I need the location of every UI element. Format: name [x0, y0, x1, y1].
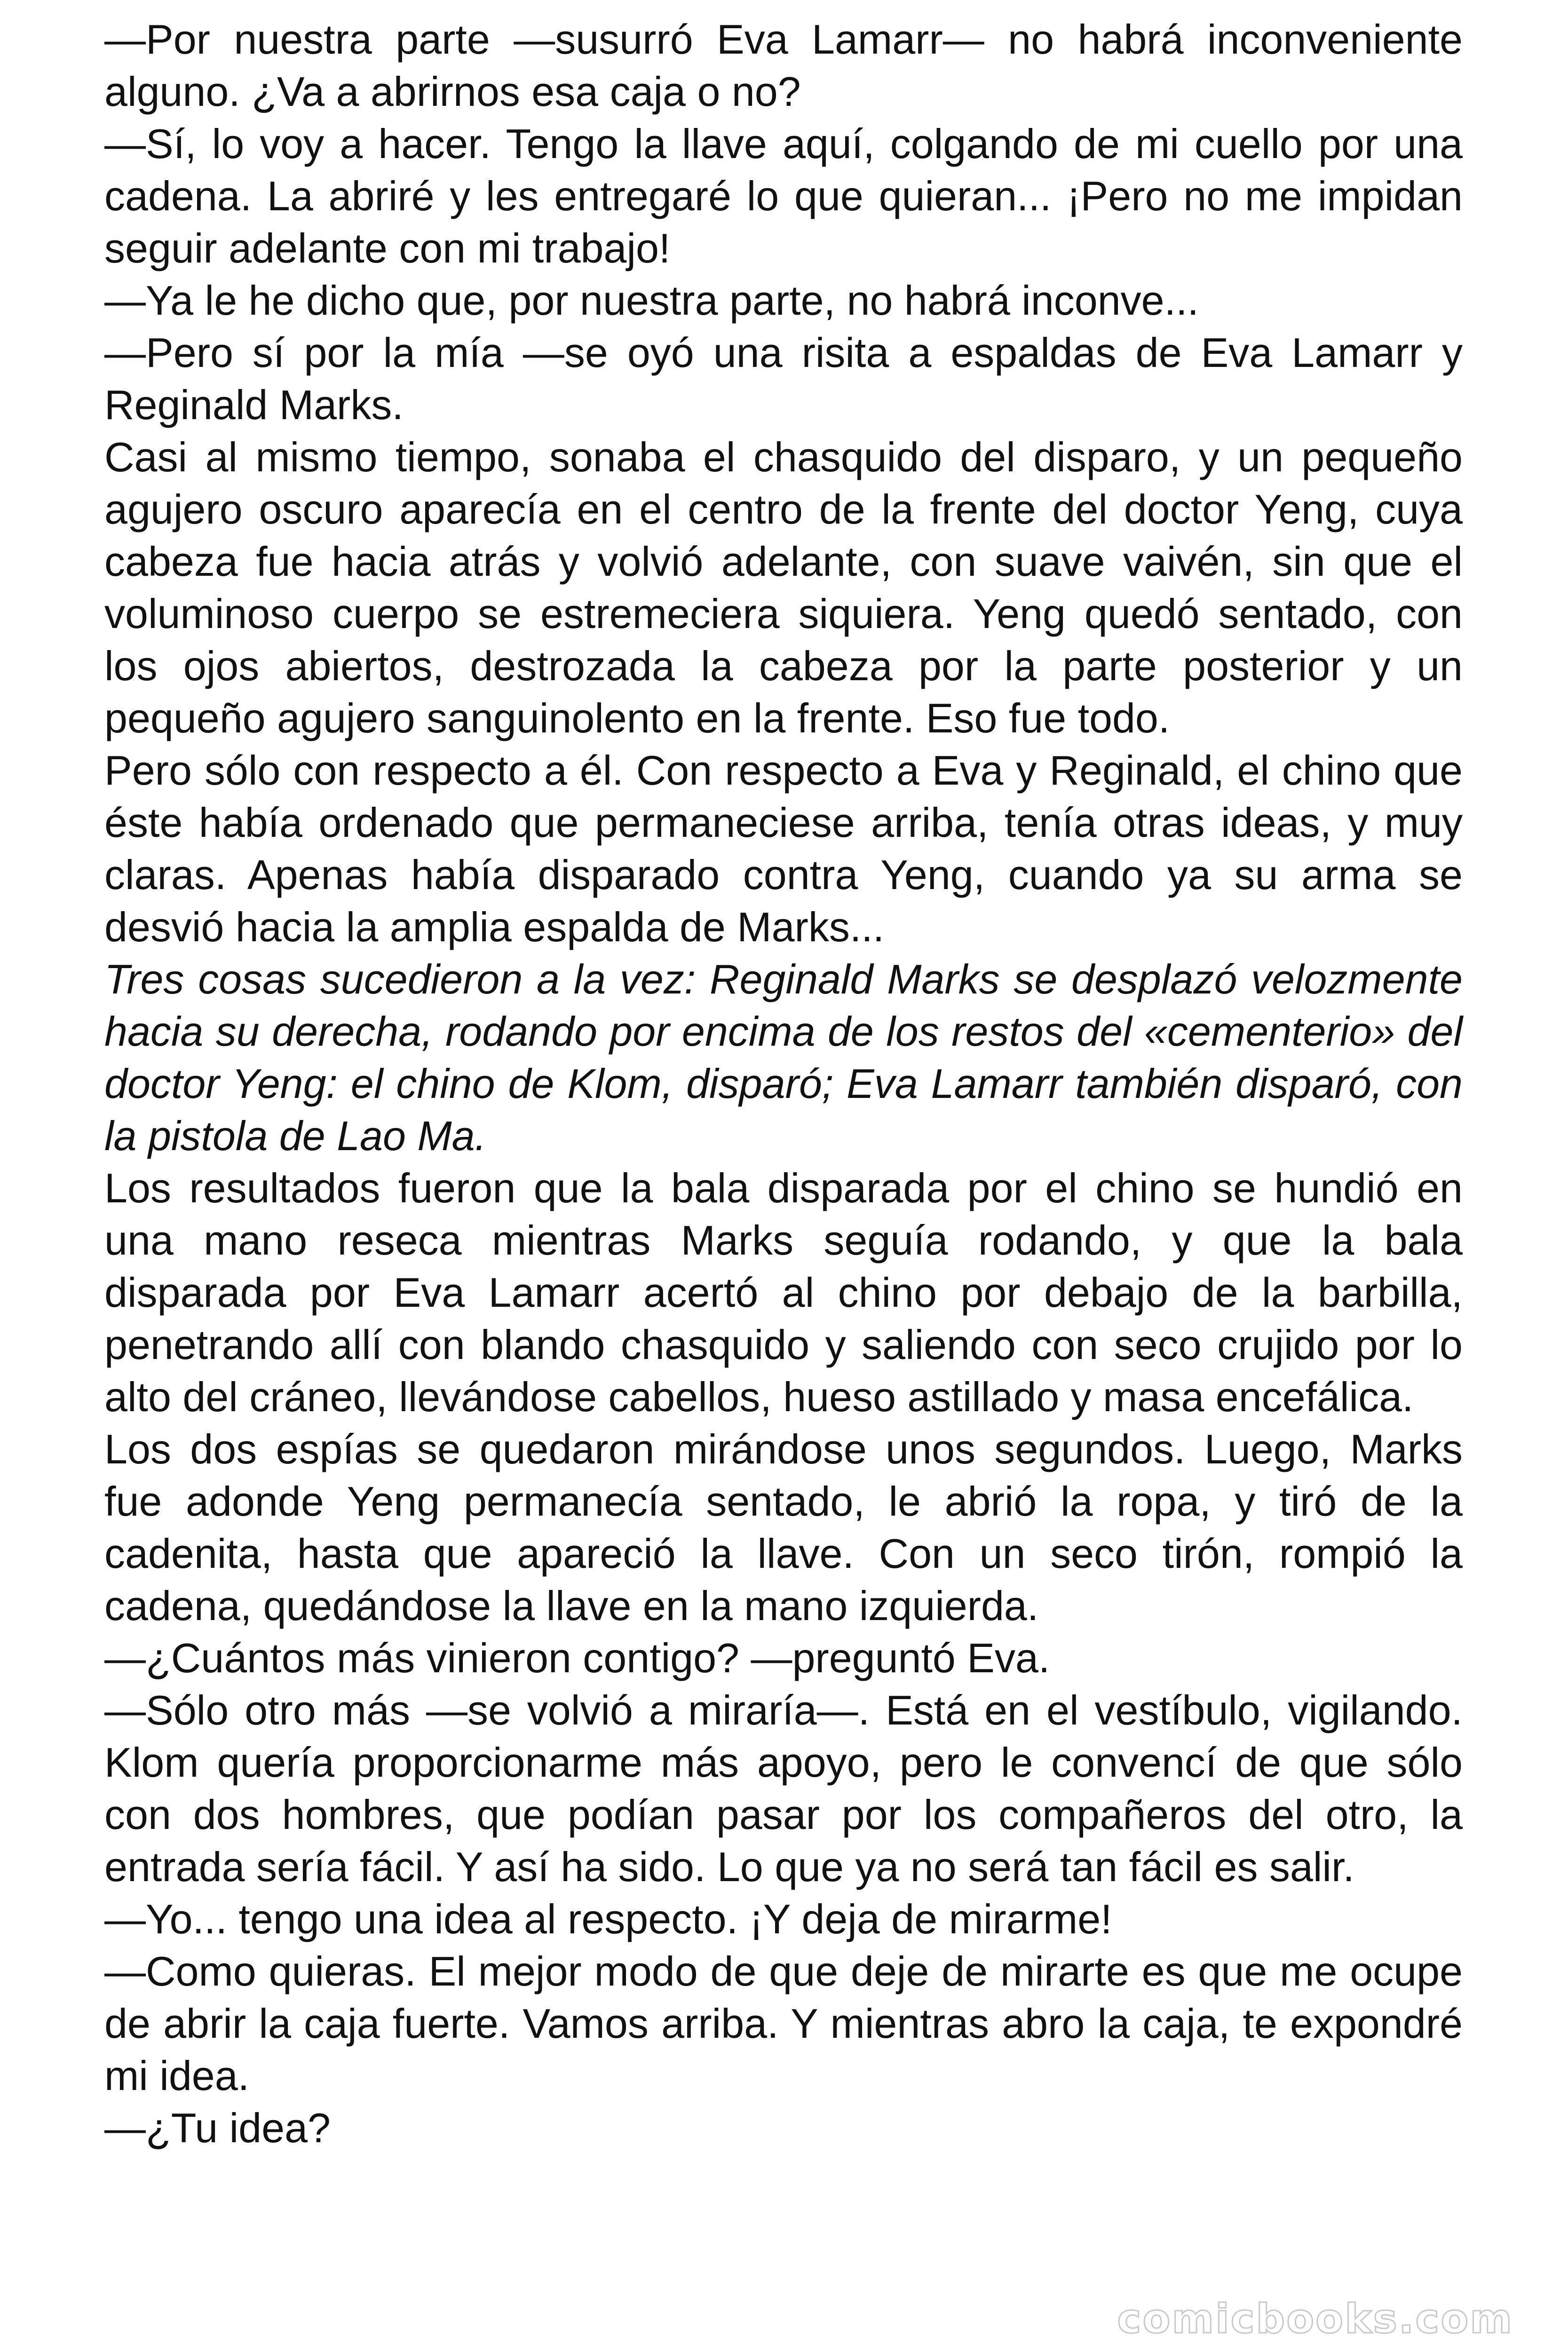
paragraph-8: Los resultados fueron que la bala disparada por el chino se hundió en una mano reseca mientras Marks seguía rodando, y que la bala disparada por Eva Lamarr acertó al chino por debajo de la barbilla, penetrando allí con blando chasquido y saliendo con seco crujido por lo alto del cráneo, llevándose cabellos, hueso astillado y masa encefálica. [104, 1165, 1463, 1420]
paragraph-10: —¿Cuántos más vinieron contigo? —preguntó Eva. [104, 1635, 1050, 1681]
paragraph-6: Pero sólo con respecto a él. Con respecto a Eva y Reginald, el chino que éste había ordenado que permaneciese arriba, tenía otras ideas, y muy claras. Apenas había disparado contra Yeng, cuando ya su arma se desvió hacia la amplia espalda de Marks... [104, 747, 1463, 950]
paragraph-13: —Como quieras. El mejor modo de que deje de mirarte es que me ocupe de abrir la caja fuerte. Vamos arriba. Y mientras abro la caja, te expondré mi idea. [104, 1948, 1463, 2099]
paragraph-12: —Yo... tengo una idea al respecto. ¡Y deja de mirarme! [104, 1896, 1112, 1942]
paragraph-14: —¿Tu idea? [104, 2105, 331, 2151]
paragraph-3: —Ya le he dicho que, por nuestra parte, no habrá inconve... [104, 277, 1199, 324]
paragraph-2: —Sí, lo voy a hacer. Tengo la llave aquí, colgando de mi cuello por una cadena. La abriré y les entregaré lo que quieran... ¡Pero no me impidan seguir adelante con mi trabajo! [104, 120, 1463, 271]
paragraph-5: Casi al mismo tiempo, sonaba el chasquido del disparo, y un pequeño agujero oscuro aparecía en el centro de la frente del doctor Yeng, cuya cabeza fue hacia atrás y volvió adelante, con suave vaivén, sin que el voluminoso cuerpo se estremeciera siquiera. Yeng quedó sentado, con los ojos abiertos, destrozada la cabeza por la parte posterior y un pequeño agujero sanguinolento en la frente. Eso fue todo. [104, 434, 1463, 741]
paragraph-7-italic: Tres cosas sucedieron a la vez: Reginald Marks se desplazó velozmente hacia su derecha, rodando por encima de los restos del «cementerio» del doctor Yeng: el chino de Klom, disparó; Eva Lamarr también disparó, con la pistola de Lao Ma. [104, 956, 1463, 1159]
paragraph-4: —Pero sí por la mía —se oyó una risita a espaldas de Eva Lamarr y Reginald Marks. [104, 329, 1463, 428]
page-text [104, 13, 1463, 2154]
watermark: comicbooks.com [1117, 2296, 1513, 2343]
paragraph-9: Los dos espías se quedaron mirándose unos segundos. Luego, Marks fue adonde Yeng permanecía sentado, le abrió la ropa, y tiró de la cadenita, hasta que apareció la llave. Con un seco tirón, rompió la cadena, quedándose la llave en la mano izquierda. [104, 1426, 1463, 1629]
paragraph-11: —Sólo otro más —se volvió a miraría—. Está en el vestíbulo, vigilando. Klom quería proporcionarme más apoyo, pero le convencí de que sólo con dos hombres, que podían pasar por los compañeros del otro, la entrada sería fácil. Y así ha sido. Lo que ya no será tan fácil es salir. [104, 1687, 1463, 1890]
paragraph-1: —Por nuestra parte —susurró Eva Lamarr— no habrá inconveniente alguno. ¿Va a abrirnos esa caja o no? [104, 16, 1463, 115]
